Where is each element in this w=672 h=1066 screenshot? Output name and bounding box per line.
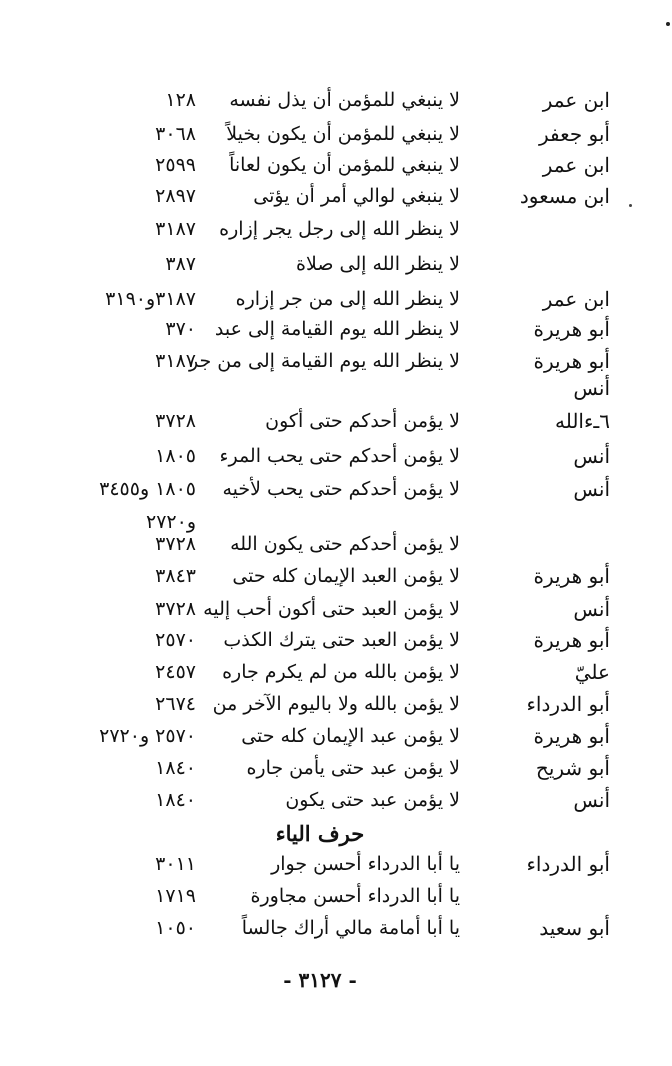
hadith-number: ١٢٨ bbox=[165, 89, 196, 111]
index-row bbox=[0, 720, 672, 752]
narrator-name: أنس bbox=[573, 376, 610, 400]
corner-ink-mark bbox=[666, 22, 670, 26]
hadith-number: ٢٨٩٧ bbox=[155, 185, 196, 207]
hadith-incipit: لا يؤمن عبد حتى يأمن جاره bbox=[246, 757, 460, 779]
hadith-incipit: لا يؤمن العبد حتى أكون أحب إليه bbox=[203, 598, 460, 620]
narrator-name: أنس bbox=[573, 477, 610, 501]
hadith-incipit: لا ينظر الله إلى رجل يجر إزاره bbox=[219, 218, 460, 240]
narrator-name: أبو هريرة bbox=[533, 317, 610, 341]
hadith-number: ١٨٠٥ bbox=[155, 445, 196, 467]
index-row bbox=[0, 440, 672, 472]
hadith-number: ١٨٤٠ bbox=[155, 789, 196, 811]
hadith-incipit: لا يؤمن أحدكم حتى يكون الله bbox=[230, 533, 460, 555]
index-row bbox=[0, 656, 672, 688]
narrator-name: ابن عمر bbox=[542, 287, 610, 311]
hadith-incipit: لا ينبغي للمؤمن أن يذل نفسه bbox=[229, 89, 460, 111]
hadith-number: ٣٨٧ bbox=[165, 253, 196, 275]
hadith-incipit: لا ينظر الله يوم القيامة إلى عبد bbox=[214, 318, 460, 340]
narrator-name: أبو شريح bbox=[535, 756, 610, 780]
index-row bbox=[0, 84, 672, 116]
hadith-incipit: لا يؤمن العبد حتى يترك الكذب bbox=[223, 629, 460, 651]
hadith-incipit: يا أبا الدرداء أحسن مجاورة bbox=[250, 885, 460, 907]
hadith-number: ٣٠١١ bbox=[155, 853, 196, 875]
narrator-name: ابن مسعود bbox=[519, 184, 610, 208]
index-row bbox=[0, 313, 672, 345]
hadith-incipit: لا يؤمن عبد الإيمان كله حتى bbox=[241, 725, 460, 747]
hadith-number: ٢٤٥٧ bbox=[155, 661, 196, 683]
hadith-incipit: لا ينظر الله يوم القيامة إلى من جر bbox=[189, 350, 460, 372]
index-row bbox=[0, 880, 672, 912]
hadith-number: ٣٧٢٨ bbox=[155, 410, 196, 432]
page-number: - ٣١٢٧ - bbox=[283, 968, 357, 992]
section-heading: حرف الياء bbox=[275, 821, 365, 846]
hadith-incipit: لا يؤمن بالله من لم يكرم جاره bbox=[222, 661, 460, 683]
hadith-incipit: لا ينبغي لوالي أمر أن يؤتى bbox=[253, 185, 460, 207]
hadith-number: ١٧١٩ bbox=[155, 885, 196, 907]
index-row bbox=[0, 752, 672, 784]
hadith-incipit: لا ينبغي للمؤمن أن يكون بخيلاً bbox=[226, 123, 460, 145]
index-row bbox=[0, 149, 672, 181]
index-row bbox=[0, 118, 672, 150]
hadith-number: ٢٥٧٠ و٢٧٢٠ bbox=[99, 725, 196, 747]
narrator-name: أبو هريرة bbox=[533, 564, 610, 588]
hadith-number: ٣٧٠ bbox=[165, 318, 196, 340]
hadith-number: ٢٦٧٤ bbox=[155, 693, 196, 715]
index-row bbox=[0, 248, 672, 280]
narrator-name: أبو الدرداء bbox=[526, 692, 610, 716]
hadith-incipit: لا يؤمن بالله ولا باليوم الآخر من bbox=[212, 693, 460, 715]
hadith-incipit: لا يؤمن عبد حتى يكون bbox=[285, 789, 460, 811]
hadith-number: ٣٧٢٨ bbox=[155, 533, 196, 555]
hadith-number: ٣٨٤٣ bbox=[155, 565, 196, 587]
index-row bbox=[0, 784, 672, 816]
narrator-name: أبو سعيد bbox=[539, 916, 610, 940]
index-row bbox=[0, 405, 672, 437]
hadith-number: ٢٥٩٩ bbox=[155, 154, 196, 176]
narrator-name: أبو جعفر bbox=[539, 122, 610, 146]
hadith-number: ١٠٥٠ bbox=[155, 917, 196, 939]
narrator-name: عليّ bbox=[574, 660, 610, 684]
narrator-name: أبو هريرة bbox=[533, 628, 610, 652]
hadith-number: ٣٠٦٨ bbox=[155, 123, 196, 145]
index-row bbox=[0, 180, 672, 212]
hadith-incipit: لا يؤمن أحدكم حتى يحب المرء bbox=[219, 445, 460, 467]
index-row bbox=[0, 283, 672, 315]
narrator-name: ٦ـءالله bbox=[554, 409, 610, 433]
hadith-incipit: لا يؤمن العبد الإيمان كله حتى bbox=[232, 565, 460, 587]
hadith-number: ٣١٨٧ bbox=[155, 218, 196, 240]
narrator-name: أبو هريرة bbox=[533, 349, 610, 373]
index-row bbox=[0, 688, 672, 720]
narrator-name: أنس bbox=[573, 788, 610, 812]
narrator-name: أبو هريرة bbox=[533, 724, 610, 748]
hadith-incipit: لا ينظر الله إلى صلاة bbox=[296, 253, 460, 275]
hadith-incipit: لا يؤمن أحدكم حتى أكون bbox=[265, 410, 460, 432]
narrator-name: ابن عمر bbox=[542, 153, 610, 177]
hadith-number: ٢٥٧٠ bbox=[155, 629, 196, 651]
hadith-incipit: لا يؤمن أحدكم حتى يحب لأخيه bbox=[222, 478, 460, 500]
hadith-number: ٣٧٢٨ bbox=[155, 598, 196, 620]
hadith-number: ٣١٨٧و٣١٩٠ bbox=[105, 288, 196, 310]
hadith-number: ١٨٠٥ و٣٤٥٥ bbox=[99, 478, 196, 500]
narrator-name: ابن عمر bbox=[542, 88, 610, 112]
index-row bbox=[0, 848, 672, 880]
hadith-incipit: لا ينظر الله إلى من جر إزاره bbox=[235, 288, 460, 310]
narrator-name: أبو الدرداء bbox=[526, 852, 610, 876]
narrator-name: أنس bbox=[573, 444, 610, 468]
narrator-name: أنس bbox=[573, 597, 610, 621]
hadith-incipit: لا ينبغي للمؤمن أن يكون لعاناً bbox=[229, 154, 460, 176]
index-row bbox=[0, 528, 672, 560]
hadith-number: و٢٧٢٠ bbox=[145, 511, 196, 533]
index-row bbox=[0, 593, 672, 625]
index-row bbox=[0, 560, 672, 592]
hadith-incipit: يا أبا الدرداء أحسن جوار bbox=[271, 853, 460, 875]
index-row bbox=[0, 624, 672, 656]
hadith-number: ٣١٨٧ bbox=[155, 350, 196, 372]
hadith-incipit: يا أبا أمامة مالي أراك جالساً bbox=[241, 917, 460, 939]
index-row bbox=[0, 372, 672, 404]
index-row bbox=[0, 473, 672, 505]
index-row bbox=[0, 912, 672, 944]
hadith-number: ١٨٤٠ bbox=[155, 757, 196, 779]
index-row bbox=[0, 213, 672, 245]
